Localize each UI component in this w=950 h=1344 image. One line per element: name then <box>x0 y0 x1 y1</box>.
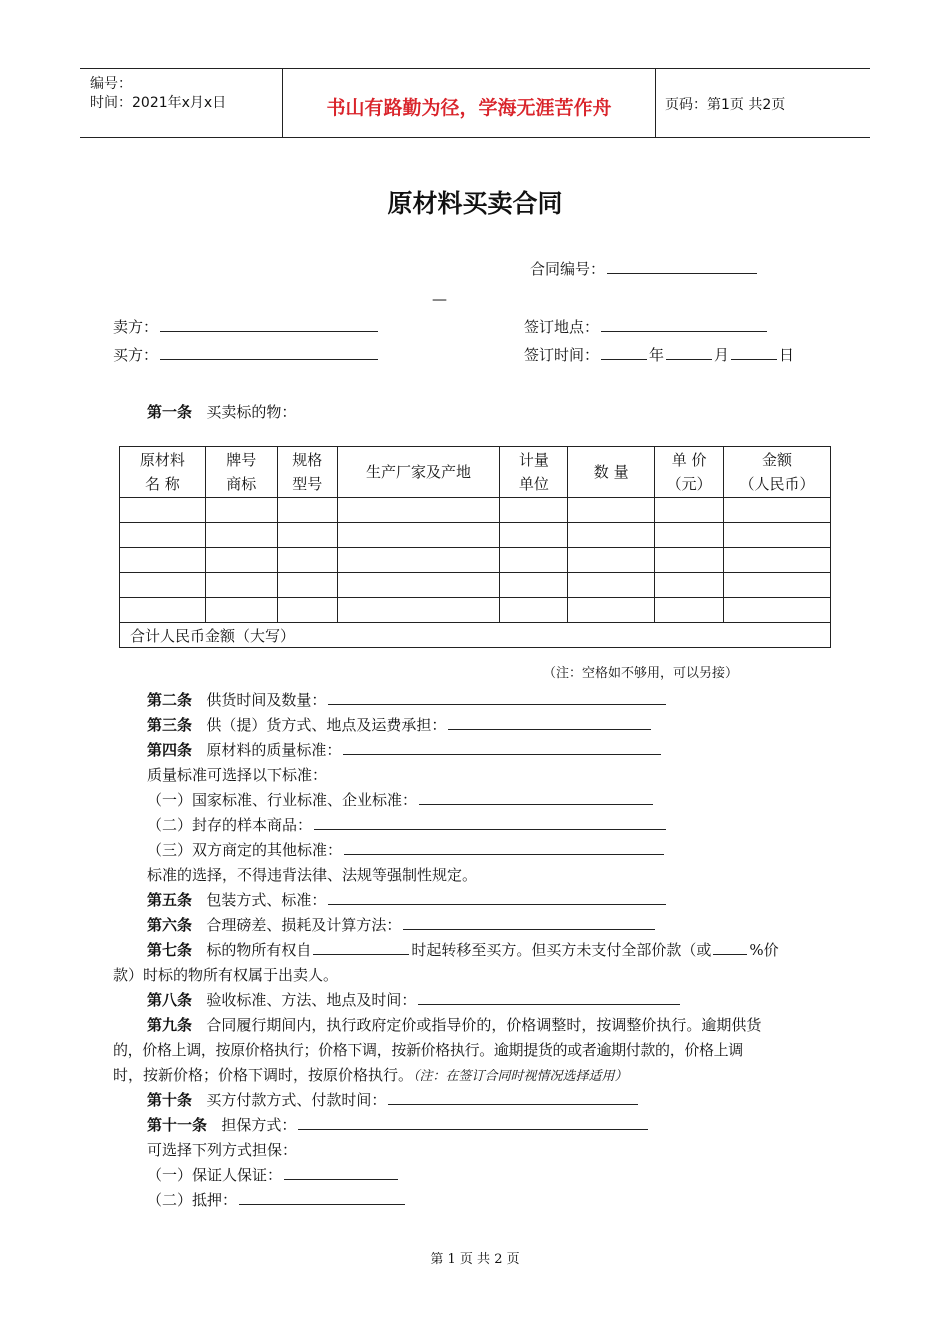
article-5-head: 第五条 <box>147 891 193 909</box>
table-cell[interactable] <box>205 573 277 598</box>
table-cell[interactable] <box>568 548 655 573</box>
table-cell[interactable] <box>568 498 655 523</box>
number-label: 编号： <box>90 76 132 92</box>
article-5 <box>147 889 668 910</box>
transfer-time-blank <box>313 939 409 955</box>
year-label: 年 <box>649 346 665 364</box>
table-row <box>120 573 831 598</box>
table-cell[interactable] <box>120 498 206 523</box>
table-note: （注：空格如不够用，可以另接） <box>543 666 739 681</box>
standard-option-3: （三）双方商定的其他标准： <box>147 839 666 860</box>
table-cell[interactable] <box>120 523 206 548</box>
document-title: 原材料买卖合同 <box>387 189 563 218</box>
table-cell[interactable] <box>120 573 206 598</box>
article-5-blank <box>328 889 666 905</box>
col-amount: 金额 （人民币） <box>724 447 831 498</box>
table-cell[interactable] <box>655 573 724 598</box>
article-8-text: 验收标准、方法、地点及时间： <box>206 991 417 1009</box>
table-cell[interactable] <box>724 548 831 573</box>
buyer-blank <box>160 344 378 360</box>
col-manufacturer: 生产厂家及产地 <box>337 447 500 498</box>
table-cell[interactable] <box>337 573 500 598</box>
day-blank <box>731 344 777 360</box>
article-10-head: 第十条 <box>147 1091 193 1109</box>
col-material-name: 原材料 名 称 <box>120 447 206 498</box>
article-8-head: 第八条 <box>147 991 193 1009</box>
table-cell[interactable] <box>500 573 568 598</box>
table-row <box>120 548 831 573</box>
table-cell[interactable] <box>277 523 337 548</box>
article-2-text: 供货时间及数量： <box>206 691 327 709</box>
article-7-head: 第七条 <box>147 941 193 959</box>
header-left-cell <box>80 69 282 137</box>
table-cell[interactable] <box>205 523 277 548</box>
article-8 <box>147 989 682 1010</box>
article-10-blank <box>388 1089 638 1105</box>
table-cell[interactable] <box>277 498 337 523</box>
table-row <box>120 498 831 523</box>
article-9-line-3: 时，按新价格；价格下调时，按原价格执行。（注：在签订合同时视情况选择适用） <box>113 1066 628 1084</box>
page-number-label: 页码：第1页 共2页 <box>665 97 786 113</box>
standard-option-1-blank <box>419 789 653 805</box>
contract-number-label: 合同编号： <box>530 260 606 278</box>
article-2 <box>147 689 668 710</box>
article-4-text: 原材料的质量标准： <box>206 741 342 759</box>
table-cell[interactable] <box>277 573 337 598</box>
table-cell[interactable] <box>337 548 500 573</box>
seller-blank <box>160 316 378 332</box>
total-amount-cell: 合计人民币金额（大写） <box>120 623 831 648</box>
article-11 <box>147 1114 650 1135</box>
seller-line <box>113 316 380 337</box>
percent-blank <box>713 939 747 955</box>
article-7-cont: 款）时标的物所有权属于出卖人。 <box>113 966 339 984</box>
article-3 <box>147 714 653 735</box>
table-row <box>120 523 831 548</box>
table-total-row <box>120 623 831 648</box>
col-spec: 规格 型号 <box>277 447 337 498</box>
article-1-text: 买卖标的物： <box>206 403 297 421</box>
table-cell[interactable] <box>205 498 277 523</box>
article-3-head: 第三条 <box>147 716 193 734</box>
col-unit: 计量 单位 <box>500 447 568 498</box>
table-cell[interactable] <box>568 598 655 623</box>
article-10-text: 买方付款方式、付款时间： <box>206 1091 387 1109</box>
article-1-head: 第一条 <box>147 403 193 421</box>
col-quantity: 数 量 <box>568 447 655 498</box>
article-4-head: 第四条 <box>147 741 193 759</box>
standard-option-3-blank <box>344 839 664 855</box>
article-11-text: 担保方式： <box>221 1116 297 1134</box>
table-cell[interactable] <box>120 548 206 573</box>
month-blank <box>666 344 712 360</box>
contract-number-line <box>530 258 759 279</box>
table-row <box>120 598 831 623</box>
table-cell[interactable] <box>568 523 655 548</box>
year-blank <box>601 344 647 360</box>
table-cell[interactable] <box>205 548 277 573</box>
sign-place-blank <box>601 316 767 332</box>
month-label: 月 <box>714 346 730 364</box>
table-cell[interactable] <box>337 523 500 548</box>
guarantee-option-1-blank <box>284 1164 398 1180</box>
table-cell[interactable] <box>724 573 831 598</box>
time-label: 时间：2021年x月x日 <box>90 95 227 111</box>
table-cell[interactable] <box>205 598 277 623</box>
article-9: 第九条 合同履行期间内，执行政府定价或指导价的，价格调整时，按调整价执行。逾期供货 <box>147 1016 762 1034</box>
article-3-blank <box>448 714 651 730</box>
table-cell[interactable] <box>337 498 500 523</box>
standard-intro: 质量标准可选择以下标准： <box>147 766 328 784</box>
article-10 <box>147 1089 640 1110</box>
article-6-head: 第六条 <box>147 916 193 934</box>
table-cell[interactable] <box>500 523 568 548</box>
goods-table <box>119 446 831 648</box>
table-cell[interactable] <box>655 523 724 548</box>
seller-label: 卖方： <box>113 318 159 336</box>
article-4-blank <box>343 739 661 755</box>
col-unit-price: 单 价 （元） <box>655 447 724 498</box>
table-cell[interactable] <box>277 598 337 623</box>
article-11-head: 第十一条 <box>147 1116 208 1134</box>
standard-option-2: （二）封存的样本商品： <box>147 814 668 835</box>
table-cell[interactable] <box>655 548 724 573</box>
article-11-blank <box>298 1114 648 1130</box>
header-right-cell <box>655 69 870 137</box>
table-header-row <box>120 447 831 498</box>
guarantee-intro: 可选择下列方式担保： <box>147 1141 298 1159</box>
table-cell[interactable] <box>724 598 831 623</box>
article-2-blank <box>328 689 666 705</box>
article-2-head: 第二条 <box>147 691 193 709</box>
day-label: 日 <box>779 346 795 364</box>
table-cell[interactable] <box>724 523 831 548</box>
sign-place-line <box>524 316 769 337</box>
sign-place-label: 签订地点： <box>524 318 600 336</box>
article-6-blank <box>403 914 655 930</box>
article-1 <box>147 401 296 422</box>
article-6 <box>147 914 657 935</box>
buyer-label: 买方： <box>113 346 159 364</box>
article-9-note: （注：在签订合同时视情况选择适用） <box>413 1069 628 1084</box>
standard-option-1: （一）国家标准、行业标准、企业标准： <box>147 789 655 810</box>
buyer-line <box>113 344 380 365</box>
article-6-text: 合理磅差、损耗及计算方法： <box>206 916 402 934</box>
table-cell[interactable] <box>655 498 724 523</box>
table-cell[interactable] <box>277 548 337 573</box>
table-cell[interactable] <box>568 573 655 598</box>
table-cell[interactable] <box>655 598 724 623</box>
table-cell[interactable] <box>120 598 206 623</box>
article-5-text: 包装方式、标准： <box>206 891 327 909</box>
article-3-text: 供（提）货方式、地点及运费承担： <box>206 716 447 734</box>
table-cell[interactable] <box>500 498 568 523</box>
motto: 书山有路勤为径，学海无涯苦作舟 <box>326 97 612 119</box>
dash-mark: — <box>432 290 447 308</box>
sign-time-line <box>524 344 794 365</box>
table-cell[interactable] <box>724 498 831 523</box>
sign-time-label: 签订时间： <box>524 346 600 364</box>
article-9-head: 第九条 <box>147 1016 193 1034</box>
guarantee-option-2: （二）抵押： <box>147 1189 407 1210</box>
guarantee-option-2-blank <box>239 1189 405 1205</box>
article-7: 第七条 标的物所有权自 时起转移至买方。但买方未支付全部价款（或 %价 <box>147 941 779 959</box>
table-cell[interactable] <box>500 548 568 573</box>
contract-number-blank <box>607 258 757 274</box>
article-4 <box>147 739 663 760</box>
standard-option-2-blank <box>314 814 666 830</box>
table-cell[interactable] <box>337 598 500 623</box>
page-footer: 第 1 页 共 2 页 <box>430 1252 520 1267</box>
page-header <box>80 68 870 138</box>
guarantee-option-1: （一）保证人保证： <box>147 1164 400 1185</box>
table-cell[interactable] <box>500 598 568 623</box>
header-center-cell <box>282 69 656 137</box>
article-8-blank <box>418 989 680 1005</box>
col-brand: 牌号 商标 <box>205 447 277 498</box>
standard-note: 标准的选择，不得违背法律、法规等强制性规定。 <box>147 866 478 884</box>
article-9-line-2: 的，价格上调，按原价格执行；价格下调，按新价格执行。逾期提货的或者逾期付款的，价格上调 <box>113 1041 743 1059</box>
